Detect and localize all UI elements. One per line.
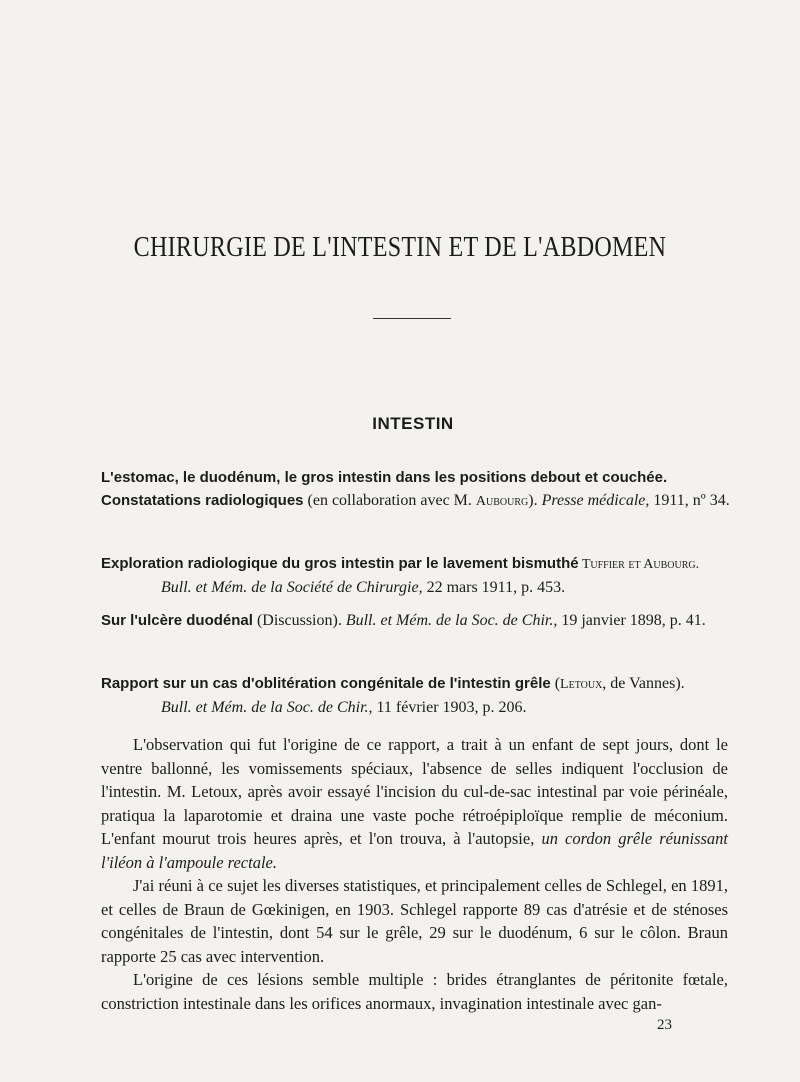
entry-heading: Sur l'ulcère duodénal	[101, 612, 253, 629]
section-heading: INTESTIN	[372, 414, 454, 433]
page-title: CHIRURGIE DE L'INTESTIN ET DE L'ABDOMEN	[133, 232, 667, 263]
entry-source-line: Bull. et Mém. de la Soc. de Chir., 11 février 1903, p. 206.	[161, 699, 527, 716]
entry-source-line: Bull. et Mém. de la Société de Chirurgie, 22 mars 1911, p. 453.	[161, 579, 566, 596]
bibliography-entry: Rapport sur un cas d'oblitération congénitale de l'intestin grêle (Letoux, de Vannes). Bull. et Mém. de la Soc. de Chir., 11 février 1903, p. 206.	[101, 672, 741, 719]
bibliography-entry: Sur l'ulcère duodénal (Discussion). Bull. et Mém. de la Soc. de Chir., 19 janvier 1898, p. 41.	[101, 612, 706, 629]
bibliography-entry	[101, 466, 741, 513]
page-number: 23	[657, 1017, 672, 1033]
entry-authors: Tuffier et Aubourg.	[578, 557, 700, 572]
entry-heading: Rapport sur un cas d'oblitération congénitale de l'intestin grêle	[101, 675, 551, 692]
entry-heading: Exploration radiologique du gros intestin par le lavement bismuthé	[101, 555, 579, 572]
paragraph: L'observation qui fut l'origine de ce rapport, a trait à un enfant de sept jours, dont le ventre ballonné, les vomissements spéciaux, l'absence de selles indiquent l'occlusion de l'intestin. M. Letoux, après avoir essayé l'incision du cul-de-sac intestinal par voie périnéale, pratiqua la laparotomie et draina une vaste poche rétroépiploïque remplie de méconium. L'enfant mourut trois heures après, et l'on trouva, à l'autopsie, un cordon grêle réunissant l'iléon à l'ampoule rectale.	[101, 735, 729, 872]
title-divider	[373, 318, 451, 319]
entry-source: Bull. et Mém. de la Soc. de Chir.,	[345, 612, 558, 629]
entry-date: 19 janvier 1898, p. 41.	[557, 612, 706, 629]
body-text	[101, 733, 728, 1015]
entry-heading: L'estomac, le duodénum, le gros intestin dans les positions debout et couchée. Constatations radiologiques (en collaboration avec M. Aubourg). Presse médicale, 1911, nº 34.	[101, 469, 730, 509]
paragraph: J'ai réuni à ce sujet les diverses statistiques, et principalement celles de Schlegel, en 1891, et celles de Braun de Gœkinigen, en 1903. Schlegel rapporte 89 cas d'atrésie et de sténoses congénitales de l'intestin, dont 54 sur le grêle, 29 sur le duodénum, 6 sur le côlon. Braun rapporte 25 cas avec intervention.	[101, 876, 728, 966]
bibliography-entry	[101, 552, 741, 599]
paragraph: L'origine de ces lésions semble multiple : brides étranglantes de péritonite fœtale, constriction intestinale dans les orifices anormaux, invagination intestinale avec gan-	[101, 970, 728, 1013]
